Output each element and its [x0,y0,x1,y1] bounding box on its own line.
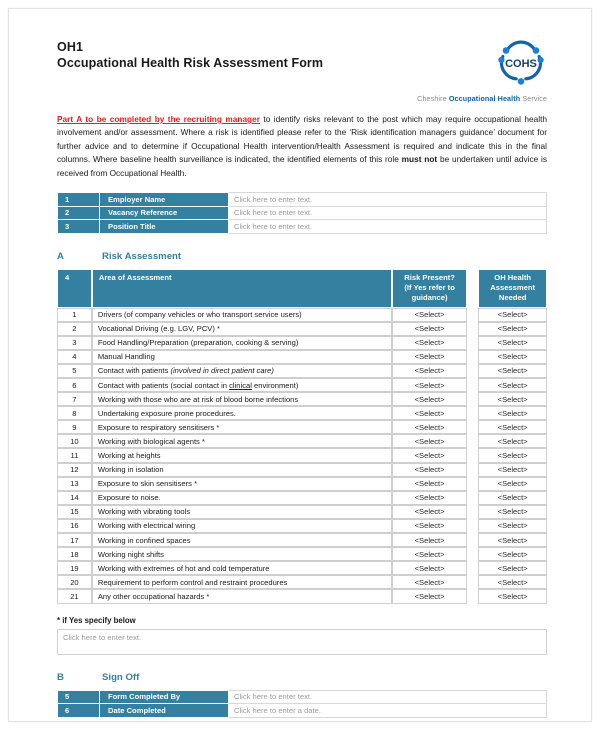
oh-assessment-select[interactable]: <Select> [478,589,547,603]
table-row [57,519,547,533]
area-of-assessment-cell: Working with those who are at risk of blood borne infections [92,392,392,406]
page-title: Occupational Health Risk Assessment Form [57,56,324,70]
oh-assessment-select[interactable]: <Select> [478,448,547,462]
oh-assessment-select[interactable]: <Select> [478,350,547,364]
document-page [8,8,592,722]
row-number: 9 [57,420,92,434]
oh-assessment-select[interactable]: <Select> [478,491,547,505]
column-gap [467,575,478,589]
row-number: 16 [57,519,92,533]
column-gap [467,420,478,434]
row-number: 15 [57,505,92,519]
oh-assessment-select[interactable]: <Select> [478,463,547,477]
row-number: 1 [57,308,92,322]
column-gap [467,491,478,505]
column-gap [467,392,478,406]
intro-must-not-emphasis: must not [401,154,438,165]
area-of-assessment-cell: Working with extremes of hot and cold temperature [92,561,392,575]
row-number: 12 [57,463,92,477]
employer-details-body [58,193,547,234]
area-of-assessment-cell: Working night shifts [92,547,392,561]
area-of-assessment-cell: Working at heights [92,448,392,462]
header-risk-line-3: guidance) [411,292,448,302]
oh-assessment-select[interactable]: <Select> [478,434,547,448]
risk-present-select[interactable]: <Select> [392,519,467,533]
section-b-heading [57,672,547,683]
table-row [57,308,547,322]
area-of-assessment-cell: Exposure to respiratory sensitisers * [92,420,392,434]
column-gap [467,448,478,462]
row-number: 21 [57,589,92,603]
oh-assessment-select[interactable]: <Select> [478,308,547,322]
risk-present-select[interactable]: <Select> [392,364,467,378]
table-row [57,463,547,477]
table-row [57,505,547,519]
oh-assessment-select[interactable]: <Select> [478,322,547,336]
intro-body-1: to identify risks relevant to the post which may require occupational health involvement and/or assessment. Where a risk is identified please refer to the ‘Risk identification managers guidance’ document for further advice and to determine if Occupational Health intervention/Health Assessment is required and indicate this in the final columns. Where baseline health surveillance is indicated, the identified elements of this role [57,114,547,165]
logo-tagline-post: Service [520,94,547,103]
logo-tagline-bold: Occupational Health [448,94,521,103]
oh-assessment-select[interactable]: <Select> [478,505,547,519]
oh-assessment-select[interactable]: <Select> [478,575,547,589]
logo-tagline [387,94,547,103]
row-number: 13 [57,477,92,491]
row-number: 5 [57,364,92,378]
column-gap [467,533,478,547]
section-a-letter: A [57,250,64,262]
table-row [57,491,547,505]
area-of-assessment-cell: Working with electrical wiring [92,519,392,533]
risk-present-select[interactable]: <Select> [392,308,467,322]
table-row [57,336,547,350]
area-of-assessment-cell: Drivers (of company vehicles or who transport service users) [92,308,392,322]
row-number: 20 [57,575,92,589]
risk-assessment-table [57,269,547,604]
logo-block [387,39,547,103]
svg-text:COHS: COHS [505,58,537,71]
area-of-assessment-cell: Exposure to noise. [92,491,392,505]
section-b-letter: B [57,671,64,683]
table-row [57,448,547,462]
area-of-assessment-cell: Working with vibrating tools [92,505,392,519]
field-label-position-title: Position Title [100,220,229,234]
table-row [57,434,547,448]
column-gap [467,505,478,519]
table-row [57,406,547,420]
header-risk-line-1: Risk Present? [404,272,455,282]
risk-present-select[interactable]: <Select> [392,477,467,491]
oh-assessment-select[interactable]: <Select> [478,378,547,392]
row-number: 19 [57,561,92,575]
risk-present-select[interactable]: <Select> [392,575,467,589]
area-of-assessment-cell: Requirement to perform control and restraint procedures [92,575,392,589]
vacancy-reference-input[interactable]: Click here to enter text. [229,206,547,220]
risk-present-select[interactable]: <Select> [392,392,467,406]
table-row [57,350,547,364]
date-completed-input[interactable]: Click here to enter a date. [229,704,547,718]
column-gap [467,269,478,308]
oh-assessment-select[interactable]: <Select> [478,336,547,350]
risk-present-select[interactable]: <Select> [392,561,467,575]
row-number: 3 [57,336,92,350]
column-gap [467,350,478,364]
row-number: 11 [57,448,92,462]
table-row [57,322,547,336]
risk-present-select[interactable]: <Select> [392,448,467,462]
risk-present-select[interactable]: <Select> [392,406,467,420]
risk-present-select[interactable]: <Select> [392,378,467,392]
oh-assessment-select[interactable]: <Select> [478,406,547,420]
table-header-row [57,269,547,308]
column-gap [467,336,478,350]
row-number: 5 [58,690,100,704]
table-row [57,589,547,603]
row-number: 6 [57,378,92,392]
oh-assessment-select[interactable]: <Select> [478,364,547,378]
column-gap [467,589,478,603]
table-row [58,690,547,704]
area-of-assessment-cell: Contact with patients (involved in direct patient care) [92,364,392,378]
risk-present-select[interactable]: <Select> [392,434,467,448]
area-of-assessment-cell: Contact with patients (social contact in clinical environment) [92,378,392,392]
row-number: 1 [58,193,100,207]
risk-present-select[interactable]: <Select> [392,547,467,561]
column-gap [467,519,478,533]
table-row [57,477,547,491]
area-of-assessment-cell: Manual Handling [92,350,392,364]
specify-note: * if Yes specify below [57,615,136,625]
column-gap [467,308,478,322]
specify-textarea[interactable]: Click here to enter text. [57,629,547,655]
risk-present-select[interactable]: <Select> [392,322,467,336]
intro-body-2: be undertaken until advice is received from Occupational Health. [57,154,548,178]
table-row [58,220,547,234]
risk-present-select[interactable]: <Select> [392,350,467,364]
sign-off-body [58,690,547,717]
header-oh-line-3: Needed [498,292,527,302]
field-label-form-completed-by: Form Completed By [100,690,229,704]
row-number: 6 [58,704,100,718]
sign-off-table [57,690,547,718]
oh-assessment-select[interactable]: <Select> [478,547,547,561]
oh-assessment-select[interactable]: <Select> [478,477,547,491]
risk-present-select[interactable]: <Select> [392,533,467,547]
row-number: 8 [57,406,92,420]
area-of-assessment-cell: Vocational Driving (e.g. LGV, PCV) * [92,322,392,336]
risk-present-select[interactable]: <Select> [392,336,467,350]
table-row [57,575,547,589]
risk-present-select[interactable]: <Select> [392,491,467,505]
table-row [58,206,547,220]
column-gap [467,434,478,448]
oh-assessment-select[interactable]: <Select> [478,420,547,434]
area-of-assessment-cell: Working in isolation [92,463,392,477]
header-row-number: 4 [57,269,92,308]
risk-present-select[interactable]: <Select> [392,463,467,477]
row-number: 4 [57,350,92,364]
field-label-date-completed: Date Completed [100,704,229,718]
table-row [57,378,547,392]
row-number: 2 [57,322,92,336]
column-gap [467,322,478,336]
column-gap [467,463,478,477]
row-number: 18 [57,547,92,561]
area-of-assessment-cell: Undertaking exposure prone procedures. [92,406,392,420]
oh-assessment-select[interactable]: <Select> [478,392,547,406]
column-gap [467,364,478,378]
section-b-title: Sign Off [102,671,140,683]
area-of-assessment-cell: Working in confined spaces [92,533,392,547]
column-gap [467,378,478,392]
table-row [57,364,547,378]
area-of-assessment-cell: Any other occupational hazards * [92,589,392,603]
row-number: 3 [58,220,100,234]
row-number: 17 [57,533,92,547]
risk-present-select[interactable]: <Select> [392,505,467,519]
row-number: 10 [57,434,92,448]
intro-lead-emphasis: Part A to be completed by the recruiting manager [57,114,260,124]
table-row [57,392,547,406]
table-row [58,704,547,718]
document-code: OH1 [57,40,84,54]
row-number: 14 [57,491,92,505]
table-row [58,193,547,207]
employer-name-input[interactable]: Click here to enter text. [229,193,547,207]
column-gap [467,477,478,491]
header-area-of-assessment: Area of Assessment [92,269,392,308]
section-a-heading [57,251,547,262]
table-row [57,561,547,575]
oh-assessment-select[interactable]: <Select> [478,533,547,547]
header-risk-present [392,269,467,308]
cohs-logo-icon [495,39,547,92]
column-gap [467,561,478,575]
header-risk-line-2: (If Yes refer to [404,282,455,292]
row-number: 2 [58,206,100,220]
oh-assessment-select[interactable]: <Select> [478,519,547,533]
document-header [57,39,547,107]
logo-tagline-pre: Cheshire [417,94,449,103]
risk-present-select[interactable]: <Select> [392,589,467,603]
area-of-assessment-cell: Working with biological agents * [92,434,392,448]
header-oh-line-1: OH Health [494,272,531,282]
form-completed-by-input[interactable]: Click here to enter text. [229,690,547,704]
oh-assessment-select[interactable]: <Select> [478,561,547,575]
table-row [57,420,547,434]
risk-present-select[interactable]: <Select> [392,420,467,434]
area-of-assessment-cell: Exposure to skin sensitisers * [92,477,392,491]
section-a-title: Risk Assessment [102,250,182,262]
risk-assessment-body [57,308,547,604]
column-gap [467,406,478,420]
table-row [57,533,547,547]
column-gap [467,547,478,561]
employer-details-table [57,192,547,234]
field-label-employer-name: Employer Name [100,193,229,207]
field-label-vacancy-reference: Vacancy Reference [100,206,229,220]
area-of-assessment-cell: Food Handling/Preparation (preparation, cooking & serving) [92,336,392,350]
header-oh-health-assessment-needed [478,269,547,308]
row-number: 7 [57,392,92,406]
header-oh-line-2: Assessment [490,282,536,292]
table-row [57,547,547,561]
intro-paragraph [57,113,547,180]
risk-assessment-head [57,269,547,308]
position-title-input[interactable]: Click here to enter text. [229,220,547,234]
